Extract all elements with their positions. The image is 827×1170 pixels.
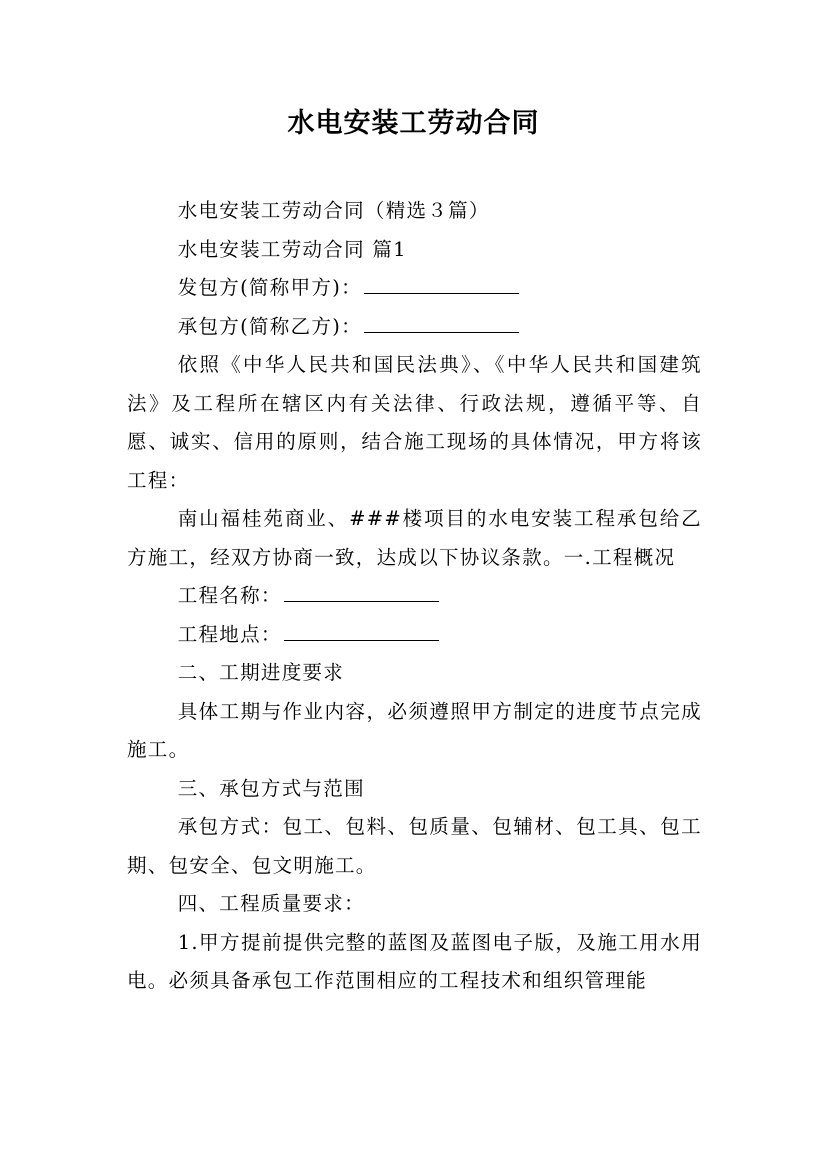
document-body [127, 192, 702, 1001]
paragraph-project: 南山福桂苑商业、###楼项目的水电安装工程承包给乙方施工，经双方协商一致，达成以下协议条款。一.工程概况 [127, 507, 702, 569]
paragraph-section-heading: 水电安装工劳动合同 篇1 [177, 237, 407, 261]
party-b-blank-line [364, 331, 519, 333]
paragraph-party-a [127, 269, 702, 308]
paragraph-project-name [127, 577, 702, 616]
paragraph-scope: 承包方式：包工、包料、包质量、包辅材、包工具、包工期、包安全、包文明施工。 [127, 815, 702, 877]
paragraph-quality-heading: 四、工程质量要求： [177, 892, 365, 915]
party-a-blank-line [364, 292, 519, 294]
paragraph-schedule: 具体工期与作业内容，必须遵照甲方制定的进度节点完成施工。 [127, 699, 702, 761]
party-a-label: 发包方(简称甲方)： [177, 276, 362, 299]
project-location-blank-line [284, 639, 439, 641]
project-name-blank-line [284, 600, 439, 602]
paragraph-quality-item-1: 1.甲方提前提供完整的蓝图及蓝图电子版，及施工用水用电。必须具备承包工作范围相应的工程技术和组织管理能 [127, 930, 702, 992]
project-name-label: 工程名称： [177, 584, 282, 607]
paragraph-party-b [127, 308, 702, 347]
paragraph-legal-basis: 依照《中华人民共和国民法典》、《中华人民共和国建筑法》及工程所在辖区内有关法律、行政法规，遵循平等、自愿、诚实、信用的原则，结合施工现场的具体情况，甲方将该工程： [127, 353, 702, 492]
paragraph-project-location [127, 616, 702, 655]
paragraph-schedule-heading: 二、工期进度要求 [177, 661, 345, 684]
party-b-label: 承包方(简称乙方)： [177, 314, 362, 338]
paragraph-scope-heading: 三、承包方式与范围 [177, 776, 365, 800]
document-title: 水电安装工劳动合同 [287, 108, 540, 139]
paragraph-subtitle: 水电安装工劳动合同（精选３篇） [177, 199, 490, 222]
project-location-label: 工程地点： [177, 622, 282, 646]
